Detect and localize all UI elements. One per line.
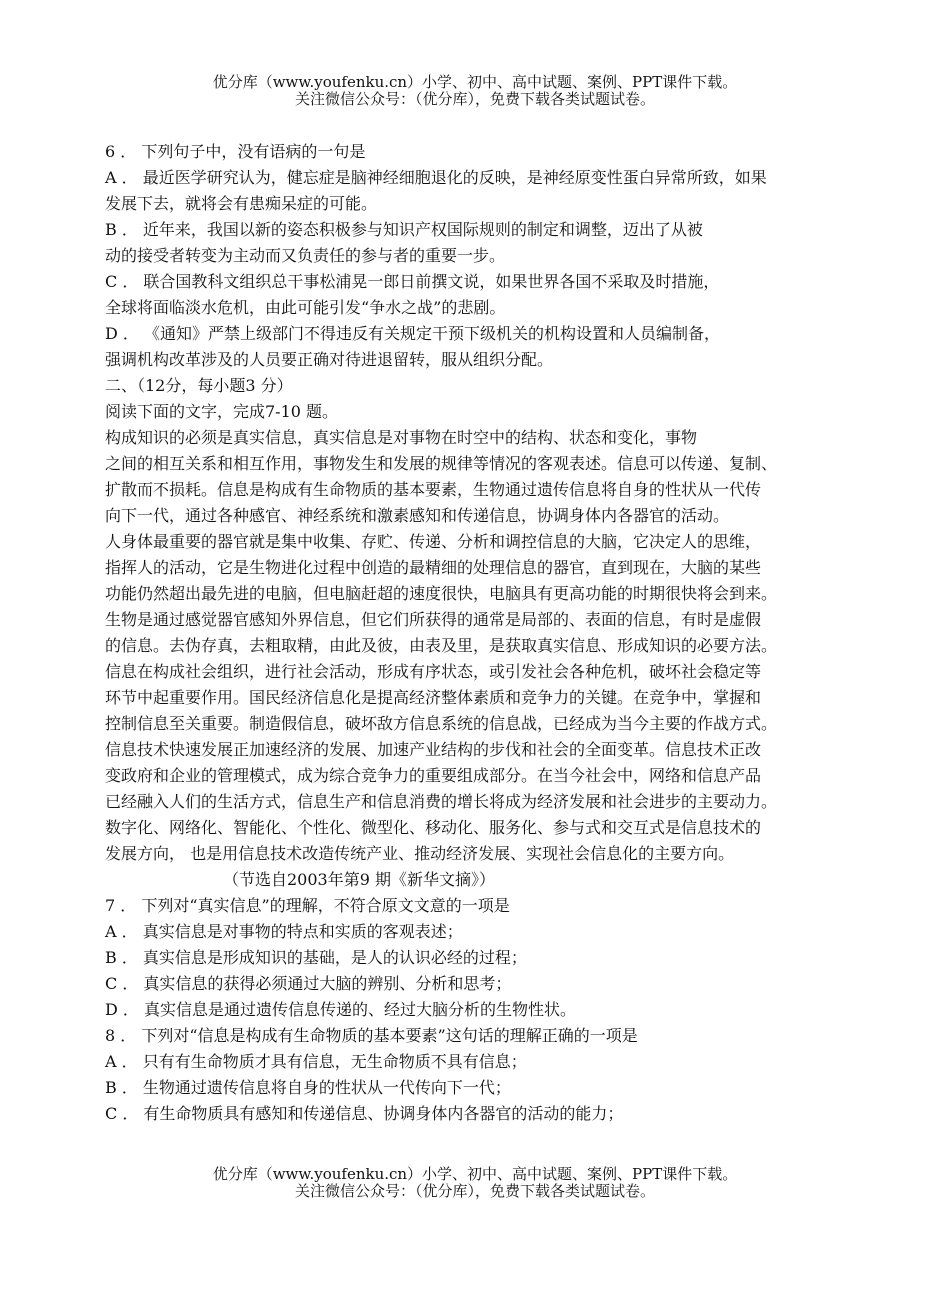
question-7-option-c: C ． 真实信息的获得必须通过大脑的辨别、分析和思考； (105, 974, 512, 993)
passage-line: 人身体最重要的器官就是集中收集、存贮、传递、分析和调控信息的大脑，它决定人的思维， (105, 532, 762, 551)
passage-line: 生物是通过感觉器官感知外界信息，但它们所获得的通常是局部的、表面的信息，有时是虚假 (105, 610, 762, 629)
question-6-option-b-cont: 动的接受者转变为主动而又负责任的参与者的重要一步。 (105, 246, 506, 265)
passage-line: 数字化、网络化、智能化、个性化、微型化、移动化、服务化、参与式和交互式是信息技术的 (105, 818, 762, 837)
passage-line: 构成知识的必须是真实信息，真实信息是对事物在时空中的结构、状态和变化，事物 (105, 428, 698, 447)
header-line-2: 关注微信公众号：（优分库），免费下载各类试题试卷。 (294, 90, 655, 108)
passage-line: 控制信息至关重要。制造假信息，破坏敌方信息系统的信息战，已经成为当今主要的作战方式。 (105, 714, 778, 733)
question-8-option-b: B ． 生物通过遗传信息将自身的性状从一代传向下一代； (105, 1078, 511, 1097)
reading-instruction: 阅读下面的文字，完成7-10 题。 (105, 402, 339, 421)
passage-source: （节选自2003年第9 期《新华文摘》） (223, 870, 495, 889)
passage-line: 信息技术快速发展正加速经济的发展、加速产业结构的步伐和社会的全面变革。信息技术正改 (105, 740, 762, 759)
question-8-option-a: A ． 只有有生命物质才具有信息，无生命物质不具有信息； (105, 1052, 527, 1071)
question-6-option-d: D ． 《通知》严禁上级部门不得违反有关规定干预下级机关的机构设置和人员编制备， (105, 324, 721, 343)
page-header (0, 74, 950, 108)
passage-line: 之间的相互关系和相互作用，事物发生和发展的规律等情况的客观表述。信息可以传递、复制、 (105, 454, 778, 473)
page-footer (0, 1166, 950, 1200)
question-6-option-c: C ． 联合国教科文组织总干事松浦晃一郎日前撰文说，如果世界各国不采取及时措施， (105, 272, 720, 291)
passage-line: 扩散而不损耗。信息是构成有生命物质的基本要素，生物通过遗传信息将自身的性状从一代传 (105, 480, 762, 499)
question-6-option-d-cont: 强调机构改革涉及的人员要正确对待进退留转，服从组织分配。 (105, 350, 554, 369)
question-7-stem: 7 ． 下列对“真实信息”的理解，不符合原文文意的一项是 (105, 896, 510, 915)
question-6-option-c-cont: 全球将面临淡水危机，由此可能引发“争水之战”的悲剧。 (105, 298, 506, 317)
question-6-option-a-cont: 发展下去，就将会有患痴呆症的可能。 (105, 194, 378, 213)
question-6-option-b: B ． 近年来，我国以新的姿态积极参与知识产权国际规则的制定和调整，迈出了从被 (105, 220, 703, 239)
passage-line: 功能仍然超出最先进的电脑，但电脑赶超的速度很快，电脑具有更高功能的时期很快将会到来。 (105, 584, 778, 603)
question-7-option-a: A ． 真实信息是对事物的特点和实质的客观表述； (105, 922, 463, 941)
section-2-heading: 二、（12分，每小题3 分） (105, 376, 293, 395)
question-7-option-d: D ． 真实信息是通过遗传信息传递的、经过大脑分析的生物性状。 (105, 1000, 577, 1019)
question-8-stem: 8 ． 下列对“信息是构成有生命物质的基本要素”这句话的理解正确的一项是 (105, 1026, 638, 1045)
passage-line: 环节中起重要作用。国民经济信息化是提高经济整体素质和竞争力的关键。在竞争中，掌握和 (105, 688, 762, 707)
question-6-stem: 6 ． 下列句子中，没有语病的一句是 (105, 142, 366, 161)
question-7-option-b: B ． 真实信息是形成知识的基础，是人的认识必经的过程； (105, 948, 527, 967)
passage-line: 发展方向， 也是用信息技术改造传统产业、推动经济发展、实现社会信息化的主要方向。 (105, 844, 735, 863)
passage-line: 变政府和企业的管理模式，成为综合竞争力的重要组成部分。在当今社会中，网络和信息产品 (105, 766, 762, 785)
header-line-1: 优分库（www.youfenku.cn）小学、初中、高中试题、案例、PPT课件下载。 (212, 73, 738, 91)
footer-line-2: 关注微信公众号：（优分库），免费下载各类试题试卷。 (294, 1182, 655, 1200)
passage-line: 指挥人的活动，它是生物进化过程中创造的最精细的处理信息的器官，直到现在，大脑的某些 (105, 558, 762, 577)
passage-line: 信息在构成社会组织，进行社会活动，形成有序状态，或引发社会各种危机，破坏社会稳定等 (105, 662, 762, 681)
document-body (105, 139, 865, 1127)
passage-line: 的信息。去伪存真，去粗取精，由此及彼，由表及里，是获取真实信息、形成知识的必要方法。 (105, 636, 778, 655)
passage-line: 已经融入人们的生活方式，信息生产和信息消费的增长将成为经济发展和社会进步的主要动力。 (105, 792, 778, 811)
passage-line: 向下一代，通过各种感官、神经系统和激素感知和传递信息，协调身体内各器官的活动。 (105, 506, 730, 525)
footer-line-1: 优分库（www.youfenku.cn）小学、初中、高中试题、案例、PPT课件下载。 (212, 1165, 738, 1183)
question-8-option-c: C ． 有生命物质具有感知和传递信息、协调身体内各器官的活动的能力； (105, 1104, 624, 1123)
question-6-option-a: A ． 最近医学研究认为，健忘症是脑神经细胞退化的反映，是神经原变性蛋白异常所致，如果 (105, 168, 767, 187)
